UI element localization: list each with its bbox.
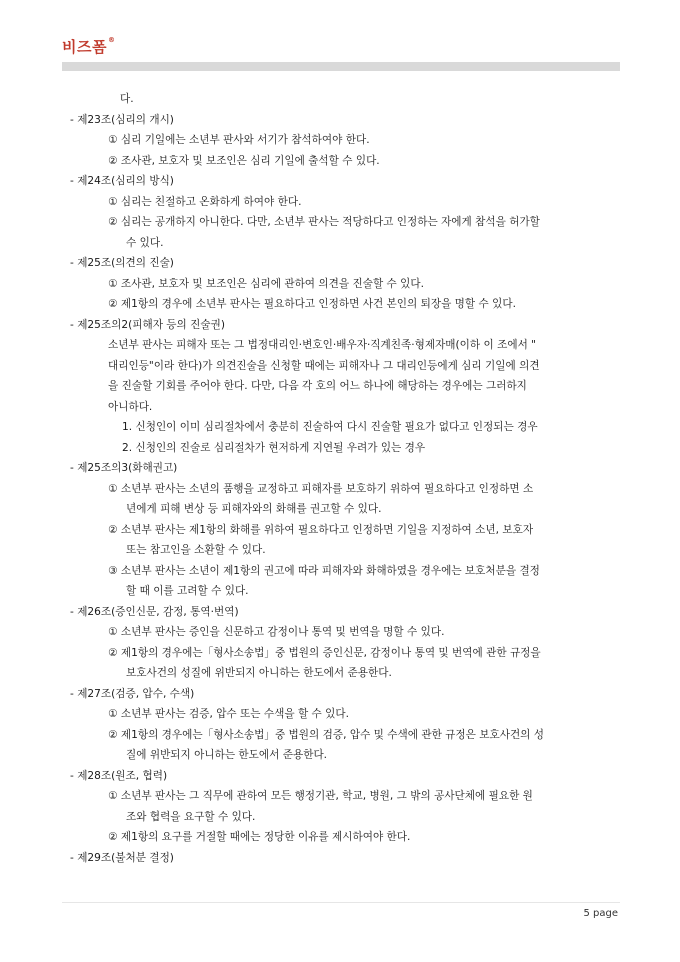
document-line: 또는 참고인을 소환할 수 있다. <box>126 544 266 556</box>
header-bar <box>62 62 620 71</box>
document-line: ① 소년부 판사는 증인을 신문하고 감정이나 통역 및 번역을 명할 수 있다. <box>108 626 445 638</box>
document-line: ② 소년부 판사는 제1항의 화해를 위하여 필요하다고 인정하면 기일을 지정하여 소년, 보호자 <box>108 523 534 536</box>
registered-mark: ® <box>107 36 116 44</box>
article-heading: - 제26조(증인신문, 감정, 통역·번역) <box>70 605 239 618</box>
document-line: 대리인등"이라 한다)가 의견진술을 신청할 때에는 피해자나 그 대리인등에게 심리 기일에 의견 <box>108 359 540 372</box>
article-heading: - 제23조(심리의 개시) <box>70 113 174 126</box>
document-line: ① 조사관, 보호자 및 보조인은 심리에 관하여 의견을 진술할 수 있다. <box>108 277 424 290</box>
article-heading: - 제25조의2(피해자 등의 진술권) <box>70 318 225 331</box>
article-heading: - 제25조(의견의 진술) <box>70 257 174 269</box>
article-heading: - 제27조(검증, 압수, 수색) <box>70 687 195 700</box>
document-line: 년에게 피해 변상 등 피해자와의 화해를 권고할 수 있다. <box>126 503 382 515</box>
article-heading: - 제29조(불처분 결정) <box>70 851 174 864</box>
document-line: 다. <box>120 93 134 105</box>
document-line: 조와 협력을 요구할 수 있다. <box>126 810 256 823</box>
document-line: 을 진술할 기회를 주어야 한다. 다만, 다음 각 호의 어느 하나에 해당하는 경우에는 그러하지 <box>108 380 527 392</box>
document-line: ② 제1항의 경우에는「형사소송법」중 법원의 증인신문, 감정이나 통역 및 번역에 관한 규정을 <box>108 646 541 659</box>
document-line: ① 심리는 친절하고 온화하게 하여야 한다. <box>108 195 302 208</box>
document-line: 아니하다. <box>108 400 153 413</box>
bizforms-logo <box>62 36 115 57</box>
document-line: ① 소년부 판사는 검증, 압수 또는 수색을 할 수 있다. <box>108 708 349 720</box>
article-heading: - 제24조(심리의 방식) <box>70 175 174 187</box>
document-line: ① 소년부 판사는 소년의 품행을 교정하고 피해자를 보호하기 위하여 필요하다고 인정하면 소 <box>108 482 534 495</box>
document-line: ② 제1항의 경우에는「형사소송법」중 법원의 검증, 압수 및 수색에 관한 규정은 보호사건의 성 <box>108 728 545 741</box>
document-line: 소년부 판사는 피해자 또는 그 법정대리인·변호인·배우자·직계친족·형제자매(이하 이 조에서 " <box>108 339 537 351</box>
document-line: ② 제1항의 경우에 소년부 판사는 필요하다고 인정하면 사건 본인의 퇴장을 명할 수 있다. <box>108 298 516 310</box>
document-line: 수 있다. <box>126 236 164 249</box>
article-heading: - 제28조(원조, 협력) <box>70 769 168 782</box>
document-line: ② 제1항의 요구를 거절할 때에는 정당한 이유를 제시하여야 한다. <box>108 831 411 843</box>
document-line: ① 소년부 판사는 그 직무에 관하여 모든 행정기관, 학교, 병원, 그 밖의 공사단체에 필요한 원 <box>108 790 533 802</box>
document-line: ③ 소년부 판사는 소년이 제1항의 권고에 따라 피해자와 화해하였을 경우에는 보호처분을 결정 <box>108 564 540 577</box>
page-number: 5 page <box>583 908 618 919</box>
document-line: 보호사건의 성질에 위반되지 아니하는 한도에서 준용한다. <box>126 667 392 679</box>
document-line: 할 때 이를 고려할 수 있다. <box>126 585 249 597</box>
document-line: 2. 신청인의 진술로 심리절차가 현저하게 지연될 우려가 있는 경우 <box>122 441 426 454</box>
footer-divider <box>62 902 620 903</box>
article-heading: - 제25조의3(화해권고) <box>70 462 178 474</box>
document-line: ① 심리 기일에는 소년부 판사와 서기가 참석하여야 한다. <box>108 134 370 146</box>
logo-text: 비즈폼 <box>62 38 107 56</box>
document-line: 질에 위반되지 아니하는 한도에서 준용한다. <box>126 749 328 761</box>
document-body <box>62 89 620 868</box>
document-line: ② 조사관, 보호자 및 보조인은 심리 기일에 출석할 수 있다. <box>108 154 380 167</box>
document-line: ② 심리는 공개하지 아니한다. 다만, 소년부 판사는 적당하다고 인정하는 자에게 참석을 허가할 <box>108 216 540 228</box>
document-line: 1. 신청인이 이미 심리절차에서 충분히 진술하여 다시 진술할 필요가 없다고 인정되는 경우 <box>122 421 538 433</box>
